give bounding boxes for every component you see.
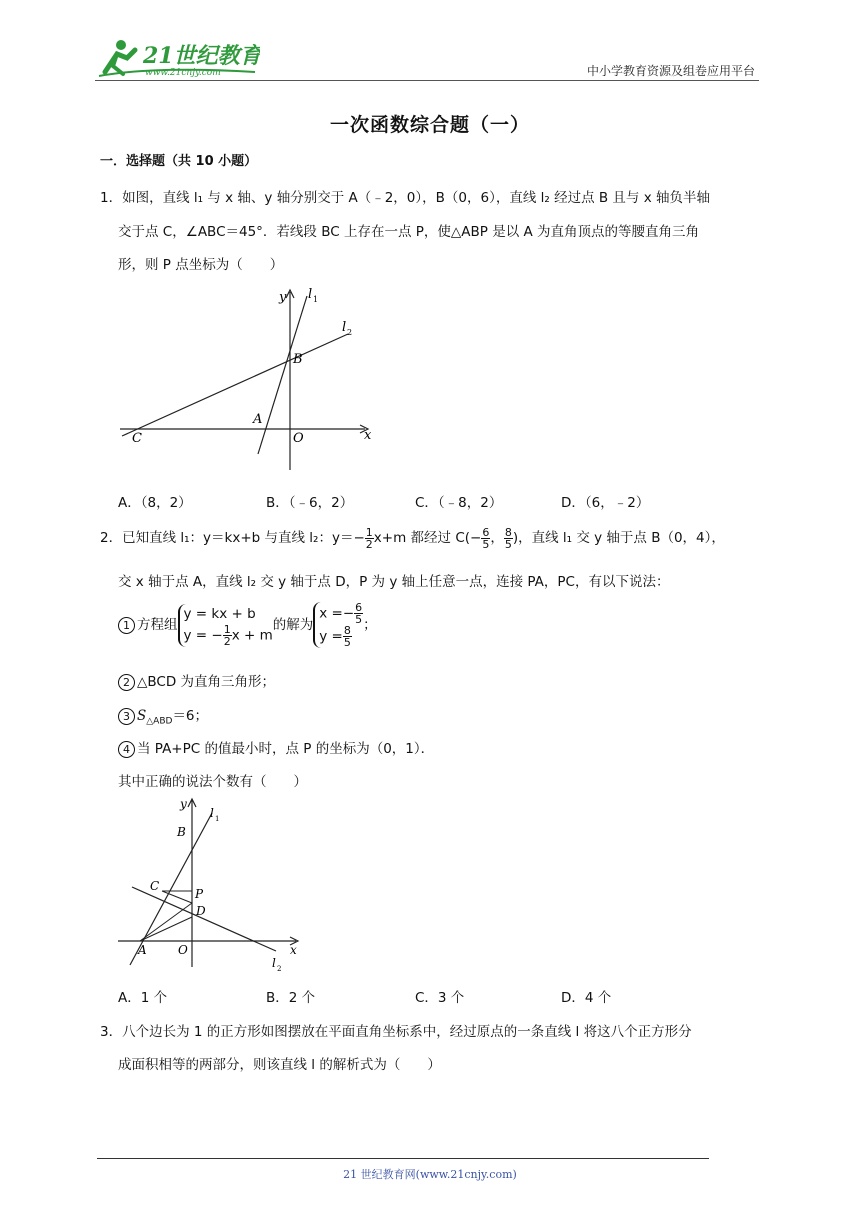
q1-label-y: y <box>279 290 287 305</box>
q1-option-c[interactable]: C．（﹣8，2） <box>415 495 503 511</box>
header-divider <box>95 80 759 81</box>
platform-name: 中小学教育资源及组卷应用平台 <box>586 64 755 78</box>
q1-label-l1: l <box>308 287 313 302</box>
equation-system: y = kx + b y = − $\frac{1}{2}$ x + m <box>178 604 273 647</box>
q2-statement-4: 4 当 PA+PC 的值最小时，点 P 的坐标为（0，1）． <box>118 737 434 758</box>
svg-text:D: D <box>196 904 206 918</box>
q1-label-B: B <box>293 352 303 367</box>
q2-line1: 2．已知直线 l₁：y＝kx+b 与直线 l₂：y＝− $\frac{1}{2}$ x+m 都经过 C(− $\frac{6}{5}$ ， $\frac{8}{5}$ )，直线 l₁ 交 y 轴于点 B（0，4）， <box>100 525 725 551</box>
q1-line-l2 <box>122 334 348 436</box>
q1-option-b[interactable]: B．（﹣6，2） <box>266 495 354 511</box>
svg-text:C: C <box>150 879 160 893</box>
q2-statement-2: 2 △BCD 为直角三角形； <box>118 670 275 691</box>
logo-url: www.21cnjy.com <box>145 68 221 78</box>
q3-number: 3． <box>100 1024 123 1040</box>
svg-text:2: 2 <box>347 328 353 337</box>
q2-option-d[interactable]: D．4 个 <box>561 990 612 1006</box>
q1-label-O: O <box>293 431 304 446</box>
page-title: 一次函数综合题（一） <box>329 114 530 136</box>
q2-figure <box>110 795 310 975</box>
svg-text:2: 2 <box>277 965 282 973</box>
svg-text:A: A <box>138 943 147 957</box>
svg-text:1: 1 <box>215 815 220 823</box>
runner-logo-icon <box>95 36 260 80</box>
q1-option-a[interactable]: A．（8，2） <box>118 495 192 511</box>
svg-text:l: l <box>272 956 276 970</box>
q1-label-C: C <box>132 431 142 446</box>
svg-text:1: 1 <box>313 295 319 304</box>
q3-line2: 成面积相等的两部分，则该直线 l 的解析式为（ ） <box>118 1057 441 1073</box>
q1-option-d[interactable]: D．（6，﹣2） <box>561 495 650 511</box>
logo-text: 21世纪教育 <box>143 43 260 69</box>
section-heading: 一．选择题（共 10 小题） <box>100 154 258 169</box>
q1-number: 1． <box>100 190 123 206</box>
q1-label-x: x <box>364 428 372 443</box>
svg-text:l: l <box>210 806 214 820</box>
q3-line1: 3．八个边长为 1 的正方形如图摆放在平面直角坐标系中，经过原点的一条直线 l 将这八个正方形分 <box>100 1024 692 1040</box>
q2-statement-3: 3 $S_{\triangle ABD}=6$； <box>118 704 208 727</box>
solution-system: x =− $\frac{6}{5}$ y = $\frac{8}{5}$ <box>313 602 363 648</box>
svg-text:x: x <box>290 943 297 957</box>
q2-line2: 交 x 轴于点 A，直线 l₂ 交 y 轴于点 D，P 为 y 轴上任意一点，连接 PA，PC，有以下说法： <box>118 574 670 590</box>
svg-text:P: P <box>195 887 204 901</box>
q1-line1: 1．如图，直线 l₁ 与 x 轴、y 轴分别交于 A（﹣2，0），B（0，6），直线 l₂ 经过点 B 且与 x 轴负半轴 <box>100 190 710 206</box>
q1-figure <box>110 282 380 474</box>
q1-line3: 形，则 P 点坐标为（ ） <box>118 257 284 273</box>
footer-divider <box>97 1158 709 1159</box>
q2-number: 2． <box>100 530 123 546</box>
footer-text[interactable]: 21 世纪教育网(www.21cnjy.com) <box>343 1168 517 1181</box>
q2-option-a[interactable]: A．1 个 <box>118 990 168 1006</box>
svg-text:y: y <box>180 797 187 811</box>
q1-label-A: A <box>253 412 263 427</box>
q2-question: 其中正确的说法个数有（ ） <box>118 774 307 790</box>
q1-label-l2: l <box>342 320 347 335</box>
site-logo <box>95 36 260 80</box>
q1-line2: 交于点 C，∠ABC＝45°．若线段 BC 上存在一点 P，使△ABP 是以 A 为直角顶点的等腰直角三角 <box>118 224 700 240</box>
svg-text:O: O <box>178 943 188 957</box>
q2-option-b[interactable]: B．2 个 <box>266 990 316 1006</box>
q2-statement-1: 1 方程组 y = kx + b y = − $\frac{1}{2}$ x + m 的解为 x =− $\frac{6}{5}$ y = $\frac{8}{5}$ ； <box>118 602 377 648</box>
q2-option-c[interactable]: C．3 个 <box>415 990 465 1006</box>
svg-text:B: B <box>177 825 186 839</box>
